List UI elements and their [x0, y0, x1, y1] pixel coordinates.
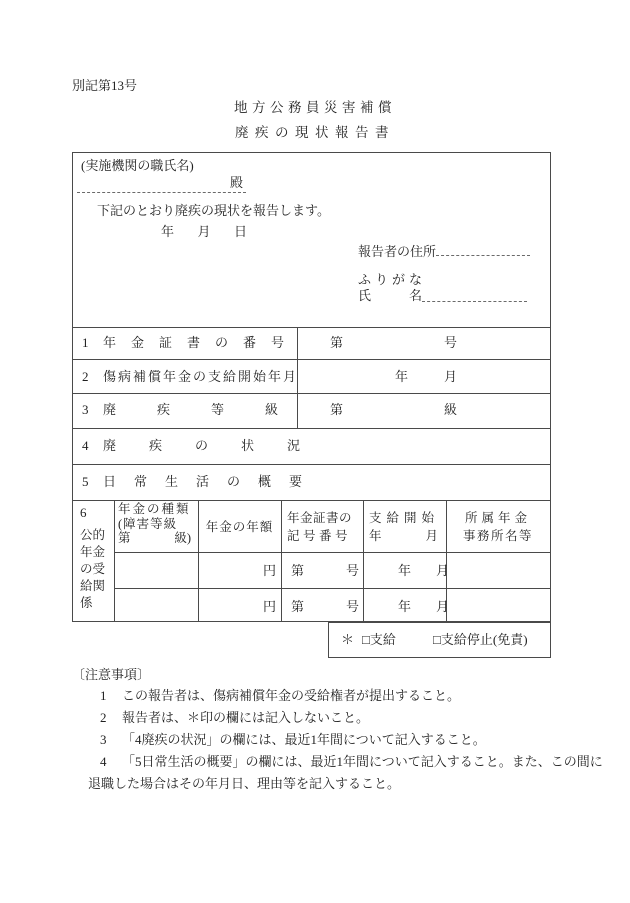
row3-title: 廃疾等級 — [103, 402, 320, 417]
start-year-label: 年 — [398, 563, 412, 578]
row6-col4-header — [369, 509, 439, 545]
note-number: 1 — [100, 688, 107, 703]
note-item — [100, 754, 603, 770]
row6-col3-header — [287, 509, 352, 545]
cert-number-prefix: 第 — [291, 599, 305, 614]
start-year-label: 年 — [398, 599, 412, 614]
date-month-label: 月 — [197, 224, 211, 239]
row2-value-year: 年 — [395, 369, 409, 384]
row5-label — [82, 474, 320, 490]
pension-amount-unit: 円 — [262, 563, 276, 578]
address-fill-line — [436, 242, 530, 256]
col1-header-line2: (障害等級 — [118, 516, 178, 531]
option-shikyu-label: 支給 — [369, 632, 396, 647]
checkbox-icon: □ — [362, 632, 370, 647]
row5-title: 日常生活の概要 — [103, 474, 321, 489]
declaration-text: 下記のとおり廃疾の現状を報告します。 — [97, 203, 330, 218]
row6-number: 6 — [80, 505, 87, 520]
cert-number-suffix: 号 — [346, 599, 360, 614]
note-item — [100, 710, 369, 726]
grid-line-v — [281, 500, 282, 621]
col4-header-line2 — [369, 527, 438, 545]
grid-line-v — [363, 500, 364, 621]
note-number: 2 — [100, 710, 107, 725]
col3-header-line1: 年金証書の — [287, 511, 353, 525]
form-body-box — [72, 152, 551, 622]
row1-value-prefix: 第 — [330, 335, 344, 350]
name-fill-line — [422, 288, 527, 302]
asterisk-mark: ＊ — [341, 632, 355, 647]
row1-title: 年金証書の番号 — [103, 335, 300, 350]
notes-heading: 〔注意事項〕 — [72, 667, 151, 682]
name-line — [358, 288, 527, 304]
row2-label — [82, 369, 298, 385]
row4-number: 4 — [82, 438, 89, 453]
col1-header-line1: 年金の種類 — [118, 502, 191, 516]
note-number: 4 — [100, 754, 107, 769]
furigana-label: ふりがな — [358, 272, 427, 287]
report-date-line — [161, 224, 247, 240]
row2-value-month: 月 — [444, 369, 458, 384]
col4-header-year: 年 — [369, 529, 382, 543]
pension-amount-unit: 円 — [262, 599, 276, 614]
row1-label — [82, 335, 299, 351]
row4-label — [82, 438, 333, 454]
addressee-line — [77, 173, 246, 193]
start-month-label: 月 — [436, 563, 450, 578]
cert-number-prefix: 第 — [291, 563, 305, 578]
name-label-right: 名 — [408, 288, 422, 303]
row3-label — [82, 402, 319, 418]
col1-header-line3 — [118, 531, 191, 546]
row1-value-suffix: 号 — [444, 335, 458, 350]
row4-title: 廃疾の状況 — [103, 438, 334, 453]
note-item — [100, 688, 460, 704]
date-year-label: 年 — [161, 224, 175, 239]
grid-line-h — [114, 552, 550, 553]
grid-line-h — [73, 428, 550, 429]
option-shikyu — [362, 632, 396, 648]
checkbox-icon: □ — [433, 632, 441, 647]
row6-side-line: 係 — [80, 596, 93, 610]
note-text: 報告者は、＊印の欄には記入しないこと。 — [122, 710, 370, 725]
row6-col5-header — [446, 509, 550, 545]
name-label — [358, 288, 422, 304]
col4-header-line1: 支給開始 — [369, 511, 440, 525]
note-text: 「5日常生活の概要」の欄には、最近1年間について記入すること。また、この間に — [122, 754, 603, 769]
col1-header-line3-left: 第 — [118, 531, 131, 545]
agency-name-label: (実施機関の職氏名) — [81, 158, 194, 173]
col3-header-line2: 記号番号 — [287, 529, 352, 543]
row6-side-label — [80, 527, 110, 612]
row3-number: 3 — [82, 402, 89, 417]
name-label-left: 氏 — [358, 288, 372, 303]
note-text: 「4廃疾の状況」の欄には、最近1年間について記入すること。 — [122, 732, 486, 747]
grid-line-h — [73, 464, 550, 465]
row6-col1-header — [118, 502, 191, 546]
grid-line-v — [114, 500, 115, 621]
row3-value-suffix: 級 — [444, 402, 458, 417]
official-use-box — [328, 622, 551, 658]
form-number: 別記第13号 — [72, 78, 138, 93]
form-title-line2: 廃疾の現状報告書 — [235, 125, 395, 140]
row6-col2-header: 年金の年額 — [205, 520, 274, 534]
row3-value-prefix: 第 — [330, 402, 344, 417]
form-title-line1: 地方公務員災害補償 — [234, 100, 396, 115]
row5-number: 5 — [82, 474, 89, 489]
note-number: 3 — [100, 732, 107, 747]
col5-header-line2: 事務所名等 — [462, 529, 533, 543]
grid-line-h — [73, 393, 550, 394]
start-month-label: 月 — [436, 599, 450, 614]
option-shikyu-teishi — [433, 632, 528, 648]
row2-number: 2 — [82, 369, 89, 384]
note-text: この報告者は、傷病補償年金の受給権者が提出すること。 — [122, 688, 461, 703]
grid-line-h — [73, 359, 550, 360]
col1-header-line3-right: 級) — [174, 531, 191, 545]
cert-number-suffix: 号 — [346, 563, 360, 578]
grid-line-h — [73, 500, 550, 501]
col5-header-line1: 所属年金 — [464, 511, 531, 525]
grid-line-h — [73, 327, 550, 328]
row1-number: 1 — [82, 335, 89, 350]
row6-side-line: の受 — [80, 562, 106, 576]
row2-title: 傷病補償年金の支給開始年月 — [103, 369, 299, 384]
date-day-label: 日 — [233, 224, 247, 239]
option-shikyu-teishi-label: 支給停止(免責) — [440, 632, 528, 647]
grid-line-h — [114, 588, 550, 589]
reporter-address-label: 報告者の住所 — [358, 244, 437, 259]
note-item — [100, 732, 486, 748]
row6-side-line: 給関 — [80, 579, 106, 593]
addressee-suffix: 殿 — [229, 175, 243, 190]
note-item-continuation: 退職した場合はその年月日、理由等を記入すること。 — [88, 776, 401, 791]
reporter-address-line — [358, 242, 530, 260]
col4-header-month: 月 — [425, 529, 438, 543]
row6-side-line: 年金 — [80, 545, 106, 559]
row6-side-line: 公的 — [80, 528, 106, 542]
